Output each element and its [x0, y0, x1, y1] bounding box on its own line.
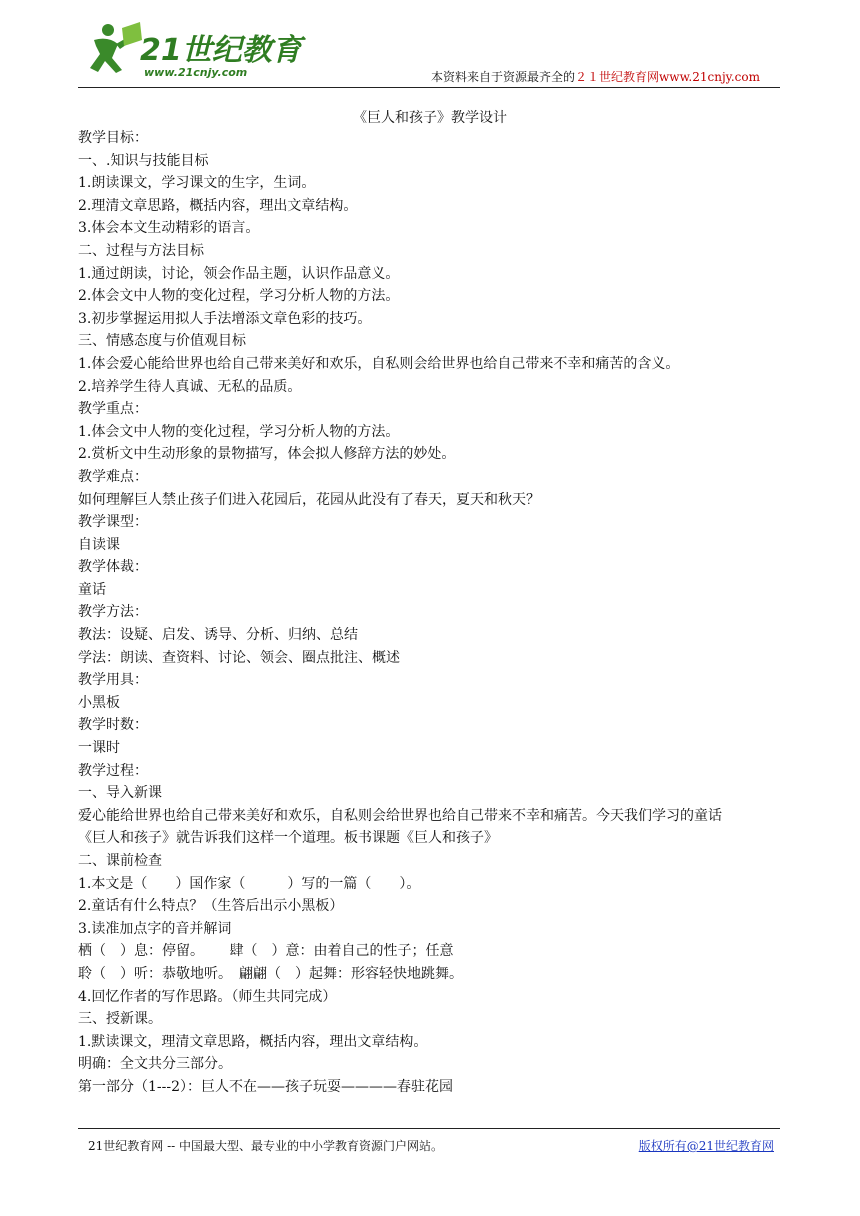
body-line: 教学课型： — [78, 514, 148, 531]
body-line: 聆（ ）听：恭敬地听。 翩翩（ ）起舞：形容轻快地跳舞。 — [78, 965, 463, 982]
body-line: 3.初步掌握运用拟人手法增添文章色彩的技巧。 — [78, 310, 372, 327]
body-line: 教学目标： — [78, 130, 148, 146]
document-title: 《巨人和孩子》教学设计 — [353, 110, 507, 126]
body-line: 自读课 — [78, 536, 120, 553]
page-footer — [78, 1128, 780, 1153]
body-line: 2.赏析文中生动形象的景物描写，体会拟人修辞方法的妙处。 — [78, 446, 456, 463]
header-source-text: 本资料来自于资源最齐全的２１世纪教育网www.21cnjy.com — [431, 70, 760, 84]
body-line: 1.本文是（ ）国作家（ ）写的一篇（ ）。 — [78, 875, 421, 892]
body-line: 学法：朗读、查资料、讨论、领会、圈点批注、概述 — [78, 649, 400, 666]
body-line: 1.默读课文，理清文章思路，概括内容，理出文章结构。 — [78, 1033, 428, 1050]
body-line: 小黑板 — [78, 694, 120, 711]
body-line: 二、课前检查 — [78, 853, 162, 869]
body-line: 4.回忆作者的写作思路。（师生共同完成） — [78, 988, 337, 1005]
body-line: 教学用具： — [78, 672, 148, 689]
body-line: 教学时数： — [78, 717, 148, 734]
body-line: 3.体会本文生动精彩的语言。 — [78, 220, 260, 237]
body-line: 教学过程： — [78, 762, 148, 779]
body-line: 2.理清文章思路，概括内容，理出文章结构。 — [78, 197, 358, 214]
header-divider — [78, 87, 780, 88]
body-line: 《巨人和孩子》就告诉我们这样一个道理。板书课题《巨人和孩子》 — [78, 830, 498, 847]
footer-copyright-link[interactable]: 版权所有@21世纪教育网 — [638, 1139, 774, 1153]
body-line: 教学重点： — [78, 401, 148, 418]
body-line: 一课时 — [78, 740, 120, 757]
body-line: 1.朗读课文，学习课文的生字，生词。 — [78, 175, 316, 192]
body-line: 一、.知识与技能目标 — [78, 152, 209, 169]
body-line: 2.童话有什么特点？（生答后出示小黑板） — [78, 898, 344, 915]
footer-divider — [78, 1128, 780, 1129]
body-line: 教学难点： — [78, 468, 148, 485]
footer-site-description: 21世纪教育网 -- 中国最大型、最专业的中小学教育资源门户网站。 — [88, 1139, 444, 1153]
document-body — [78, 127, 778, 1099]
body-line: 第一部分（1---2）：巨人不在——孩子玩耍————春驻花园 — [78, 1078, 454, 1095]
body-line: 教学体裁： — [78, 559, 148, 576]
body-line: 1.体会文中人物的变化过程，学习分析人物的方法。 — [78, 423, 400, 440]
body-line: 2.培养学生待人真诚、无私的品质。 — [78, 378, 302, 395]
body-line: 2.体会文中人物的变化过程，学习分析人物的方法。 — [78, 288, 400, 305]
body-line: 三、授新课。 — [78, 1011, 162, 1028]
body-line: 明确：全文共分三部分。 — [78, 1056, 232, 1073]
body-line: 教法：设疑、启发、诱导、分析、归纳、总结 — [78, 627, 358, 644]
21cnjy-logo — [78, 18, 302, 82]
body-line: 二、过程与方法目标 — [78, 242, 204, 259]
body-line: 一、导入新课 — [78, 785, 162, 802]
body-line: 三、情感态度与价值观目标 — [78, 333, 246, 350]
page-header — [78, 18, 780, 88]
body-line: 如何理解巨人禁止孩子们进入花园后，花园从此没有了春天，夏天和秋天？ — [78, 491, 540, 508]
body-line: 3.读准加点字的音并解词 — [78, 920, 232, 937]
body-line: 爱心能给世界也给自己带来美好和欢乐，自私则会给世界也给自己带来不幸和痛苦。今天我们学习的童话 — [78, 807, 722, 824]
body-line: 教学方法： — [78, 604, 148, 621]
body-line: 1.体会爱心能给世界也给自己带来美好和欢乐，自私则会给世界也给自己带来不幸和痛苦的含义。 — [78, 355, 680, 372]
body-line: 童话 — [78, 581, 106, 598]
body-line: 栖（ ）息：停留。 肆（ ）意：由着自己的性子；任意 — [78, 943, 454, 960]
body-line: 1.通过朗读，讨论，领会作品主题，认识作品意义。 — [78, 265, 400, 282]
svg-text:21世纪教育: 21世纪教育 — [140, 33, 302, 68]
svg-text:www.21cnjy.com: www.21cnjy.com — [144, 66, 248, 79]
